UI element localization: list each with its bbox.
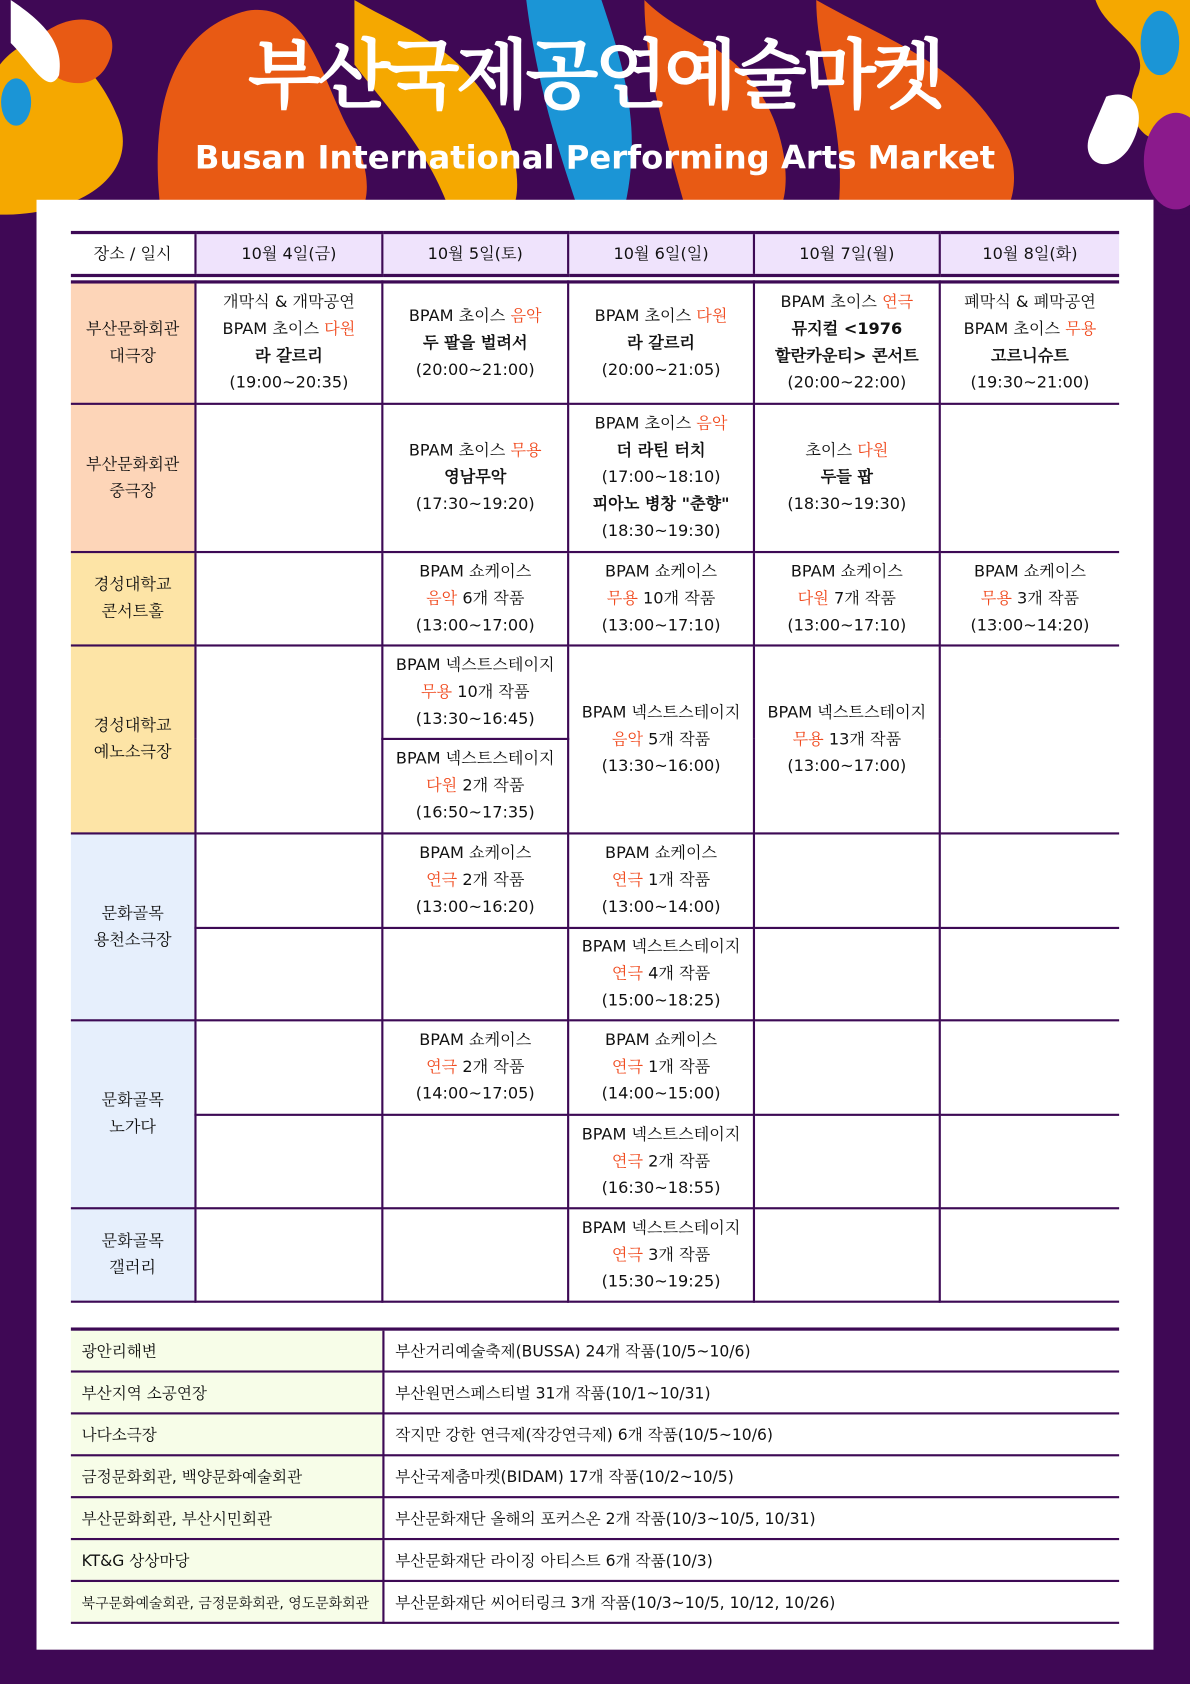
cell-line: [569, 725, 753, 752]
schedule-cell: [754, 1208, 940, 1301]
line-text: (13:00~17:00): [415, 614, 535, 635]
cell-line: [383, 612, 567, 639]
schedule-cell: [568, 552, 754, 645]
event-description: 부산문화재단 라이징 아티스트 6개 작품(10/3): [383, 1539, 1119, 1581]
genre-label: 음악: [696, 413, 728, 433]
header-row: [71, 233, 1119, 276]
schedule-cell: [195, 927, 382, 1019]
cell-line: [383, 303, 567, 330]
line-text: (17:00~18:10): [601, 467, 721, 487]
genre-label: 연극: [611, 1244, 644, 1264]
line-text: BPAM 쇼케이스: [790, 561, 903, 581]
day-header: 10월 7일(월): [754, 233, 940, 276]
cell-line: [383, 772, 567, 799]
line-text: 부산문화회관: [85, 319, 180, 339]
line-text: 두들 팝: [820, 467, 874, 487]
line-text: (14:00~15:00): [601, 1083, 721, 1104]
genre-label: 무용: [980, 588, 1012, 608]
schedule-cell: [382, 552, 568, 645]
day-header: 10월 6일(일): [568, 233, 754, 276]
work-count: 6개 작품: [457, 588, 525, 608]
cell-line: [569, 558, 753, 585]
cell-line: [383, 437, 567, 464]
line-text: 초이스: [805, 440, 858, 460]
corner-header: 장소 / 일시: [71, 233, 196, 276]
cell-line: [71, 316, 195, 343]
schedule-cell: [754, 1020, 940, 1115]
genre-label: 다원: [696, 305, 728, 326]
cell-line: [941, 585, 1119, 612]
event-venue: KT&G 상상마당: [71, 1539, 384, 1581]
schedule-cell: [195, 645, 382, 833]
line-text: 문화골목: [101, 902, 164, 923]
cell-line: [71, 712, 195, 739]
cell-line: [383, 1027, 567, 1054]
line-text: BPAM 쇼케이스: [419, 1029, 532, 1050]
cell-line: [569, 585, 753, 612]
schedule-cell: [940, 927, 1119, 1019]
line-text: (18:30~19:30): [601, 520, 721, 541]
line-text: 중극장: [109, 480, 156, 500]
genre-label: 무용: [1065, 319, 1097, 339]
line-text: (13:00~14:20): [970, 614, 1090, 635]
schedule-cell: [568, 282, 754, 403]
line-text: BPAM 초이스: [408, 305, 511, 326]
schedule-cell: [568, 927, 754, 1019]
line-text: (15:30~19:25): [601, 1271, 721, 1291]
work-count: 2개 작품: [457, 869, 525, 890]
line-text: BPAM 넥스트스테이지: [581, 1123, 741, 1144]
cell-line: [71, 343, 195, 370]
cell-line: [383, 356, 567, 383]
line-text: 대극장: [109, 346, 156, 366]
line-text: BPAM 초이스: [222, 319, 325, 339]
line-text: 문화골목: [101, 1090, 164, 1110]
table-row: [71, 282, 1119, 403]
cell-line: [755, 464, 939, 491]
schedule-cell: [382, 738, 568, 833]
line-text: 폐막식 & 폐막공연: [964, 292, 1096, 312]
cell-line: [941, 612, 1119, 639]
cell-line: [71, 598, 195, 625]
line-text: BPAM 넥스트스테이지: [581, 1217, 741, 1237]
schedule-cell: [382, 833, 568, 928]
event-description: 부산문화재단 올해의 포커스온 2개 작품(10/3~10/5, 10/31): [383, 1497, 1119, 1539]
work-count: 4개 작품: [643, 963, 711, 983]
other-events-table: [71, 1327, 1119, 1623]
work-count: 3개 작품: [643, 1244, 711, 1264]
event-venue: 북구문화예술회관, 금정문화회관, 영도문화회관: [71, 1581, 384, 1623]
line-text: (16:30~18:55): [601, 1177, 721, 1197]
cell-line: [383, 1054, 567, 1081]
cell-line: [383, 1080, 567, 1107]
cell-line: [569, 1148, 753, 1175]
cell-line: [569, 437, 753, 464]
cell-line: [569, 699, 753, 726]
line-text: (13:00~16:20): [415, 896, 535, 917]
line-text: BPAM 초이스: [594, 413, 697, 433]
schedule-cell: [568, 833, 754, 928]
cell-line: [569, 987, 753, 1014]
cell-line: [569, 1268, 753, 1295]
cell-line: [569, 491, 753, 518]
schedule-cell: [568, 403, 754, 551]
table-row: [71, 927, 1119, 1019]
line-text: BPAM 넥스트스테이지: [767, 701, 927, 722]
schedule-cell: [754, 927, 940, 1019]
line-text: BPAM 쇼케이스: [419, 843, 532, 863]
cell-line: [383, 867, 567, 894]
cell-line: [941, 289, 1119, 316]
line-text: 경성대학교: [93, 715, 172, 735]
schedule-cell: [940, 833, 1119, 928]
schedule-cell: [195, 282, 382, 403]
cell-line: [569, 518, 753, 545]
work-count: 1개 작품: [643, 869, 711, 890]
schedule-cell: [195, 403, 382, 551]
line-text: 두 팔을 벌려서: [422, 332, 528, 353]
line-text: (17:30~19:20): [415, 494, 535, 514]
line-text: BPAM 넥스트스테이지: [581, 936, 741, 956]
cell-line: [569, 752, 753, 779]
genre-label: 음악: [426, 588, 458, 608]
line-text: BPAM 쇼케이스: [605, 561, 718, 581]
cell-line: [569, 1054, 753, 1081]
schedule-table: [71, 231, 1119, 1302]
table-row: [71, 403, 1119, 551]
cell-line: [383, 464, 567, 491]
event-venue: 부산지역 소공연장: [71, 1372, 384, 1414]
cell-line: [569, 933, 753, 960]
genre-label: 무용: [606, 588, 638, 608]
genre-label: 다원: [857, 440, 889, 460]
genre-label: 연극: [426, 1056, 458, 1077]
cell-line: [755, 491, 939, 518]
schedule-cell: [195, 1114, 382, 1207]
line-text: (20:00~21:00): [415, 359, 535, 379]
genre-label: 연극: [882, 292, 914, 312]
other-event-row: [71, 1497, 1119, 1539]
day-header: 10월 5일(토): [382, 233, 568, 276]
event-description: 작지만 강한 연극제(작강연극제) 6개 작품(10/5~10/6): [383, 1413, 1119, 1455]
line-text: (20:00~21:05): [601, 359, 721, 379]
day-header: 10월 8일(화): [940, 233, 1119, 276]
schedule-cell: [568, 1020, 754, 1115]
cell-line: [71, 571, 195, 598]
schedule-cell: [568, 1208, 754, 1301]
table-row: [71, 1114, 1119, 1207]
genre-label: 무용: [420, 681, 453, 701]
line-text: (18:30~19:30): [787, 494, 907, 514]
genre-label: 무용: [510, 440, 542, 460]
schedule-cell: [195, 1020, 382, 1115]
cell-line: [71, 451, 195, 478]
cell-line: [569, 894, 753, 921]
cell-line: [71, 1254, 195, 1281]
other-event-row: [71, 1372, 1119, 1414]
schedule-cell: [940, 1208, 1119, 1301]
cell-line: [569, 1214, 753, 1241]
schedule-cell: [382, 1020, 568, 1115]
schedule-cell: [940, 552, 1119, 645]
line-text: (13:00~14:00): [601, 896, 721, 917]
schedule-cell: [382, 645, 568, 738]
cell-line: [755, 558, 939, 585]
line-text: BPAM 초이스: [594, 305, 697, 326]
schedule-cell: [754, 833, 940, 928]
genre-label: 다원: [324, 319, 356, 339]
schedule-cell: [195, 833, 382, 928]
schedule-cell: [382, 282, 568, 403]
venue-cell: [71, 645, 196, 833]
table-row: [71, 1020, 1119, 1115]
cell-line: [383, 894, 567, 921]
line-text: BPAM 넥스트스테이지: [395, 654, 555, 674]
line-text: (13:00~17:00): [787, 755, 907, 775]
cell-line: [383, 840, 567, 867]
cell-line: [197, 289, 382, 316]
line-text: BPAM 넥스트스테이지: [581, 701, 741, 722]
cell-line: [941, 343, 1119, 370]
line-text: (13:00~17:10): [787, 614, 907, 635]
event-venue: 부산문화회관, 부산시민회관: [71, 1497, 384, 1539]
line-text: 노가다: [109, 1116, 156, 1137]
schedule-cell: [940, 282, 1119, 403]
cell-line: [941, 316, 1119, 343]
line-text: 개막식 & 개막공연: [223, 292, 355, 312]
day-header: 10월 4일(금): [195, 233, 382, 276]
line-text: 부산문화회관: [85, 453, 180, 474]
cell-line: [569, 1080, 753, 1107]
work-count: 3개 작품: [1011, 588, 1080, 608]
event-venue: 광안리해변: [71, 1329, 384, 1371]
cell-line: [383, 745, 567, 772]
cell-line: [383, 558, 567, 585]
schedule-cell: [382, 1208, 568, 1301]
schedule-panel: [37, 200, 1154, 1650]
cell-line: [71, 1114, 195, 1141]
cell-line: [569, 410, 753, 437]
cell-line: [755, 585, 939, 612]
line-text: BPAM 쇼케이스: [605, 843, 718, 863]
line-text: 더 라틴 터치: [616, 440, 706, 460]
table-row: [71, 552, 1119, 645]
schedule-cell: [754, 552, 940, 645]
work-count: 2개 작품: [457, 775, 525, 795]
genre-label: 무용: [792, 728, 824, 749]
work-count: 7개 작품: [828, 588, 897, 608]
schedule-cell: [195, 1208, 382, 1301]
schedule-cell: [754, 645, 940, 833]
line-text: 고르니슈트: [991, 346, 1069, 366]
cell-line: [941, 370, 1119, 397]
other-event-row: [71, 1581, 1119, 1623]
line-text: (20:00~22:00): [787, 372, 907, 393]
genre-label: 다원: [797, 588, 829, 608]
cell-line: [755, 699, 939, 726]
page-title: 부산국제공연예술마켓: [247, 31, 943, 120]
other-event-row: [71, 1455, 1119, 1497]
line-text: (15:00~18:25): [601, 990, 721, 1010]
line-text: 문화골목: [101, 1230, 164, 1251]
line-text: 경성대학교: [93, 574, 172, 594]
page-subtitle: Busan International Performing Arts Market: [194, 139, 996, 178]
line-text: 영남무악: [444, 467, 507, 487]
genre-label: 다원: [426, 775, 458, 795]
cell-line: [569, 840, 753, 867]
cell-line: [569, 867, 753, 894]
cell-line: [569, 303, 753, 330]
genre-label: 연극: [611, 1056, 644, 1077]
table-row: [71, 1208, 1119, 1301]
cell-line: [71, 739, 195, 766]
event-venue: 금정문화회관, 백양문화예술회관: [71, 1455, 384, 1497]
cell-line: [569, 1174, 753, 1201]
cell-line: [383, 799, 567, 826]
schedule-cell: [382, 403, 568, 551]
other-event-row: [71, 1329, 1119, 1371]
schedule-cell: [382, 927, 568, 1019]
genre-label: 연극: [611, 869, 644, 890]
genre-label: 연극: [611, 963, 644, 983]
line-text: (13:00~17:10): [601, 614, 721, 635]
genre-label: 연극: [426, 869, 458, 890]
cell-line: [569, 612, 753, 639]
event-venue: 나다소극장: [71, 1413, 384, 1455]
cell-line: [197, 316, 382, 343]
cell-line: [383, 329, 567, 356]
schedule-cell: [940, 1114, 1119, 1207]
cell-line: [755, 437, 939, 464]
line-text: (13:30~16:00): [601, 755, 721, 775]
cell-line: [197, 370, 382, 397]
line-text: (14:00~17:05): [415, 1083, 535, 1104]
cell-line: [569, 1241, 753, 1268]
work-count: 10개 작품: [637, 588, 716, 608]
schedule-cell: [754, 1114, 940, 1207]
table-row: [71, 645, 1119, 738]
line-text: BPAM 초이스: [963, 319, 1066, 339]
genre-label: 음악: [611, 728, 644, 749]
line-text: (19:30~21:00): [970, 372, 1090, 393]
schedule-cell: [754, 282, 940, 403]
line-text: (16:50~17:35): [415, 802, 535, 822]
cell-line: [569, 1027, 753, 1054]
line-text: 할란카운티> 콘서트: [775, 346, 919, 366]
line-text: (13:30~16:45): [415, 708, 535, 728]
line-text: BPAM 쇼케이스: [973, 561, 1086, 581]
line-text: 예노소극장: [93, 742, 172, 762]
cell-line: [569, 960, 753, 987]
event-description: 부산국제춤마켓(BIDAM) 17개 작품(10/2~10/5): [383, 1455, 1119, 1497]
cell-line: [941, 558, 1119, 585]
event-description: 부산문화재단 씨어터링크 3개 작품(10/3~10/5, 10/12, 10/26): [383, 1581, 1119, 1623]
cell-line: [755, 725, 939, 752]
schedule-cell: [940, 645, 1119, 833]
line-text: 라 갈르리: [254, 346, 323, 366]
cell-line: [383, 678, 567, 705]
work-count: 13개 작품: [823, 728, 902, 749]
schedule-cell: [940, 403, 1119, 551]
venue-cell: [71, 282, 196, 403]
cell-line: [383, 585, 567, 612]
venue-cell: [71, 1020, 196, 1208]
cell-line: [569, 329, 753, 356]
cell-line: [71, 1087, 195, 1114]
work-count: 2개 작품: [643, 1150, 711, 1171]
cell-line: [71, 1228, 195, 1255]
schedule-cell: [940, 1020, 1119, 1115]
cell-line: [383, 705, 567, 732]
schedule-cell: [754, 403, 940, 551]
cell-line: [383, 651, 567, 678]
genre-label: 연극: [611, 1150, 644, 1171]
event-description: 부산원먼스페스티벌 31개 작품(10/1~10/31): [383, 1372, 1119, 1414]
cell-line: [383, 491, 567, 518]
line-text: BPAM 넥스트스테이지: [395, 748, 555, 768]
work-count: 10개 작품: [452, 681, 530, 701]
schedule-cell: [568, 1114, 754, 1207]
cell-line: [755, 316, 939, 343]
cell-line: [71, 899, 195, 926]
cell-line: [197, 343, 382, 370]
cell-line: [71, 926, 195, 953]
cell-line: [569, 356, 753, 383]
line-text: BPAM 쇼케이스: [605, 1029, 718, 1050]
line-text: 뮤지컬 <1976: [791, 319, 903, 339]
work-count: 2개 작품: [457, 1056, 525, 1077]
cell-line: [755, 612, 939, 639]
cell-line: [755, 752, 939, 779]
schedule-cell: [195, 552, 382, 645]
venue-cell: [71, 552, 196, 645]
venue-cell: [71, 833, 196, 1020]
cell-line: [755, 343, 939, 370]
line-text: 피아노 병창 "춘향": [592, 494, 730, 514]
venue-cell: [71, 403, 196, 551]
cell-line: [755, 370, 939, 397]
cell-line: [71, 477, 195, 504]
venue-cell: [71, 1208, 196, 1301]
other-event-row: [71, 1539, 1119, 1581]
cell-line: [569, 1121, 753, 1148]
other-event-row: [71, 1413, 1119, 1455]
line-text: BPAM 초이스: [780, 292, 883, 312]
work-count: 5개 작품: [643, 728, 711, 749]
schedule-cell: [382, 1114, 568, 1207]
line-text: 용천소극장: [93, 929, 172, 949]
line-text: BPAM 쇼케이스: [419, 561, 532, 581]
cell-line: [755, 289, 939, 316]
line-text: 라 갈르리: [627, 332, 695, 353]
line-text: 갤러리: [109, 1257, 156, 1277]
line-text: (19:00~20:35): [229, 372, 349, 393]
line-text: BPAM 초이스: [408, 440, 511, 460]
genre-label: 음악: [510, 305, 542, 326]
work-count: 1개 작품: [643, 1056, 711, 1077]
event-description: 부산거리예술축제(BUSSA) 24개 작품(10/5~10/6): [383, 1329, 1119, 1371]
cell-line: [569, 464, 753, 491]
table-row: [71, 833, 1119, 928]
line-text: 콘서트홀: [101, 601, 164, 621]
schedule-cell: [568, 645, 754, 833]
